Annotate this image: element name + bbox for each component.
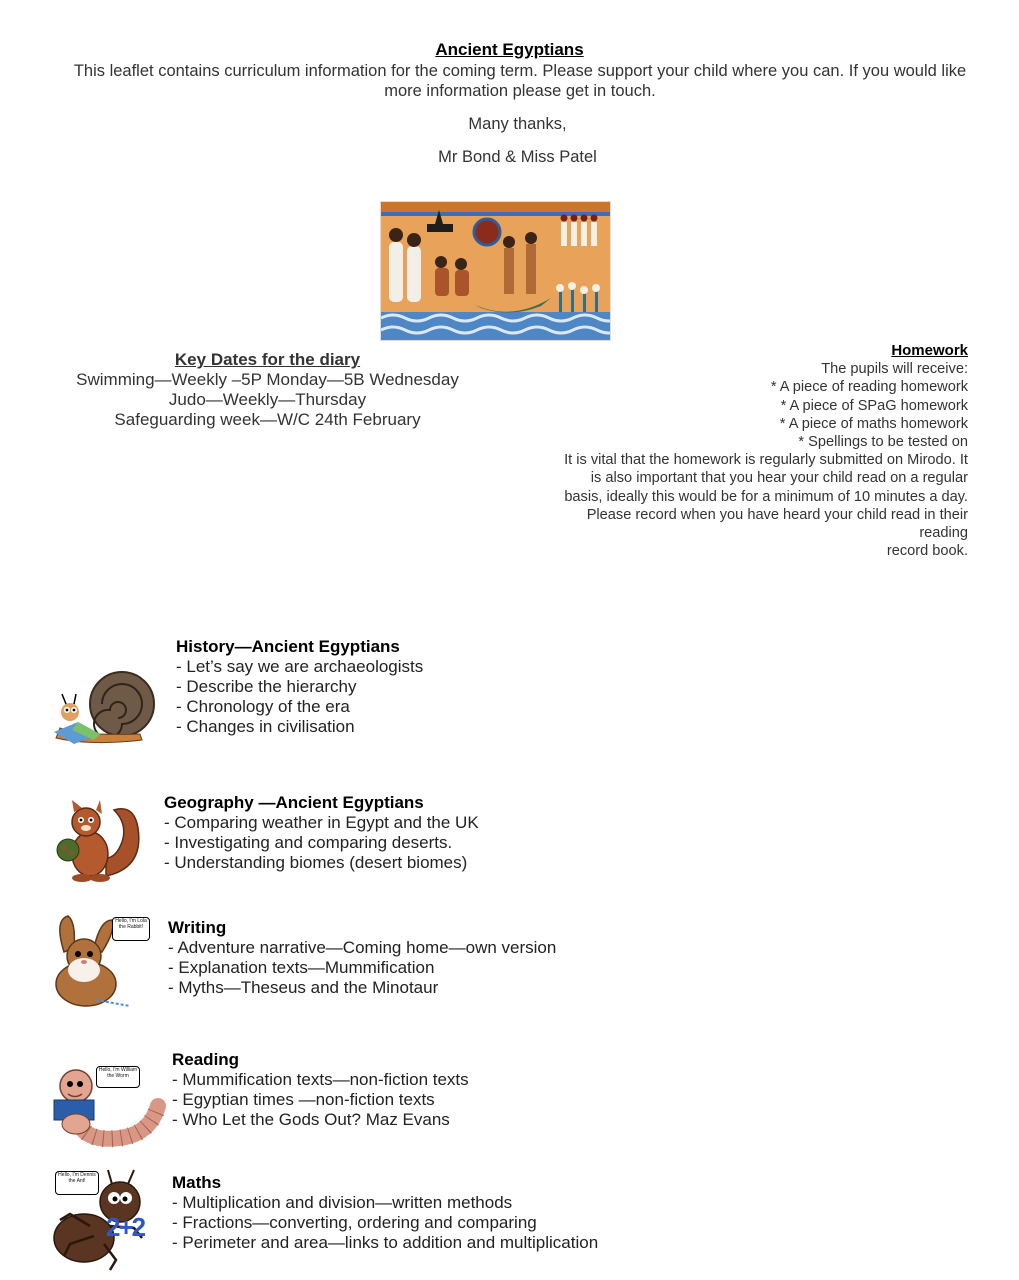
math-glyphs: 2+2 (106, 1212, 145, 1242)
homework-line: It is vital that the homework is regularly submitted on Mirodo. It (564, 452, 968, 469)
homework-line: record book. (886, 543, 968, 560)
homework-line: reading (919, 525, 968, 542)
speech-bubble: Hello, I'm William the Worm (96, 1066, 140, 1088)
section-title: Writing (168, 918, 227, 937)
signoff-text: Mr Bond & Miss Patel (438, 148, 597, 166)
intro-text: This leaflet contains curriculum information for the coming term. Please support your child where you can. If you would like more information please get in touch. (73, 62, 967, 100)
list-item: - Perimeter and area—links to addition and multiplication (172, 1233, 599, 1252)
homework-line: * A piece of SPaG homework (780, 397, 968, 414)
speech-bubble: Hello, I'm Dennis the Ant! (55, 1171, 99, 1195)
key-dates-block (40, 349, 495, 430)
homework-line: is also important that you hear your child read on a regular (590, 470, 968, 487)
section-title: Geography —Ancient Egyptians (164, 793, 424, 812)
homework-line: * A piece of reading homework (770, 379, 968, 396)
list-item: - Describe the hierarchy (176, 677, 357, 696)
key-date-item: Swimming—Weekly –5P Monday—5B Wednesday (76, 370, 459, 389)
homework-line: Please record when you have heard your child read in their (586, 506, 968, 523)
reading-section (172, 1050, 469, 1130)
homework-title: Homework (891, 342, 968, 359)
key-dates-title: Key Dates for the diary (174, 350, 361, 369)
list-item: - Egyptian times —non-fiction texts (172, 1090, 435, 1109)
list-item: - Let’s say we are archaeologists (176, 657, 424, 676)
homework-line: * Spellings to be tested on (798, 434, 968, 451)
section-title: Reading (172, 1050, 240, 1069)
maths-section (172, 1173, 598, 1253)
list-item: - Comparing weather in Egypt and the UK (164, 813, 479, 832)
homework-line: * A piece of maths homework (779, 415, 968, 432)
egyptian-mural-image (380, 201, 611, 341)
history-section (176, 637, 423, 737)
homework-line: basis, ideally this would be for a minimum of 10 minutes a day. (564, 488, 968, 505)
homework-line: The pupils will receive: (821, 361, 968, 378)
writing-section (168, 918, 556, 998)
list-item: - Who Let the Gods Out? Maz Evans (172, 1110, 450, 1129)
squirrel-icon (52, 798, 144, 884)
snail-icon (50, 668, 162, 748)
geography-section (164, 793, 479, 873)
list-item: - Multiplication and division—written methods (172, 1193, 513, 1212)
list-item: - Myths—Theseus and the Minotaur (168, 978, 439, 997)
speech-bubble: Hello, I'm Lola the Rabbit! (112, 917, 150, 941)
page-title: Ancient Egyptians (435, 40, 584, 59)
list-item: - Adventure narrative—Coming home—own version (168, 938, 557, 957)
thanks-text: Many thanks, (468, 115, 567, 133)
key-date-item: Safeguarding week—W/C 24th February (114, 410, 421, 429)
list-item: - Explanation texts—Mummification (168, 958, 435, 977)
list-item: - Understanding biomes (desert biomes) (164, 853, 468, 872)
list-item: - Investigating and comparing deserts. (164, 833, 453, 852)
key-date-item: Judo—Weekly—Thursday (168, 390, 367, 409)
list-item: - Fractions—converting, ordering and comparing (172, 1213, 537, 1232)
list-item: - Mummification texts—non-fiction texts (172, 1070, 469, 1089)
list-item: - Chronology of the era (176, 697, 350, 716)
homework-block (498, 342, 968, 560)
section-title: Maths (172, 1173, 222, 1192)
section-title: History—Ancient Egyptians (176, 637, 400, 656)
list-item: - Changes in civilisation (176, 717, 355, 736)
